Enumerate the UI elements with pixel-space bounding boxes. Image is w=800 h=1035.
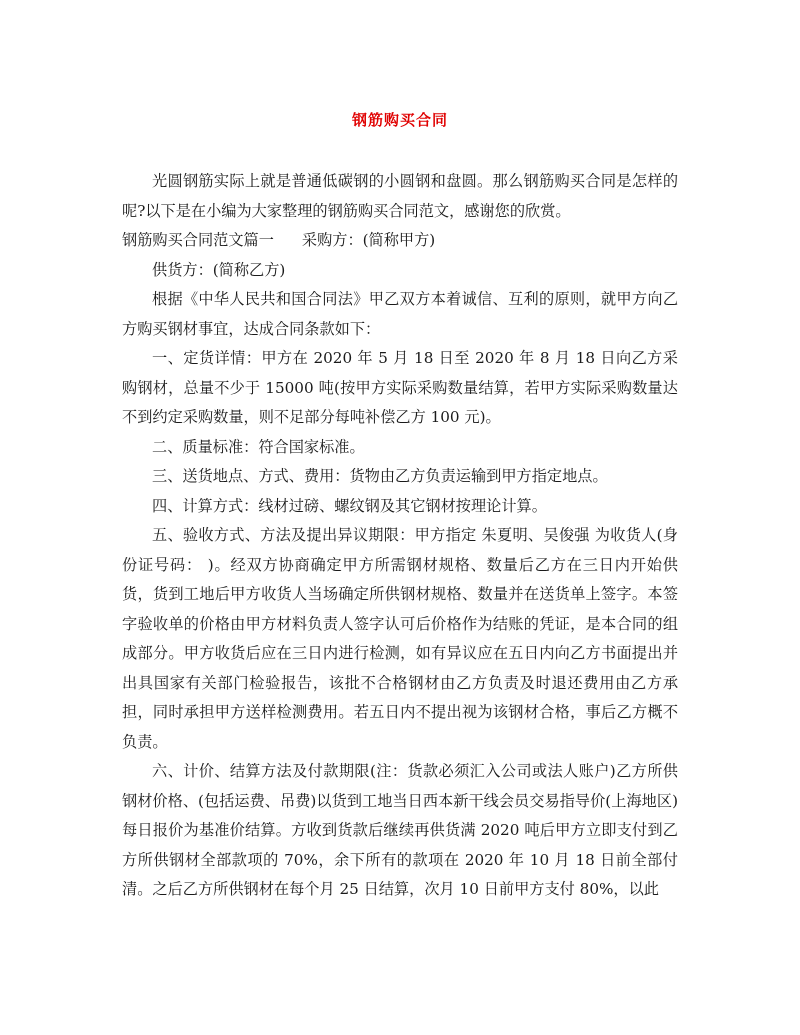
paragraph-heading-line (122, 226, 678, 256)
paragraph-clause-1: 一、定货详情：甲方在 2020 年 5 月 18 日至 2020 年 8 月 18 日向乙方采购钢材，总量不少于 15000 吨(按甲方实际采购数量结算，若甲方实际采购数量达不到约定采购数量，则不足部分每吨补偿乙方 100 元)。 (122, 349, 678, 426)
paragraph-supplier: 供货方：(简称乙方) (152, 260, 286, 279)
paragraph-intro: 光圆钢筋实际上就是普通低碳钢的小圆钢和盘圆。那么钢筋购买合同是怎样的呢?以下是在小编为大家整理的钢筋购买合同范文，感谢您的欣赏。 (122, 172, 678, 220)
paragraph-clause-6: 六、计价、结算方法及付款期限(注：货款必须汇入公司或法人账户)乙方所供钢材价格、(包括运费、吊费)以货到工地当日西本新干线会员交易指导价(上海地区)每日报价为基准价结算。方收到货款后继续再供货满 2020 吨后甲方立即支付到乙方所供钢材全部款项的 70%，余下所有的款项在 2020 年 10 月 18 日前全部付清。之后乙方所供钢材在每个月 25 日结算，次月 10 日前甲方支付 80%，以此 (122, 762, 678, 898)
paragraph-basis: 根据《中华人民共和国合同法》甲乙双方本着诚信、互利的原则，就甲方向乙方购买钢材事宜，达成合同条款如下： (122, 290, 678, 338)
paragraph-clause-4: 四、计算方式：线材过磅、螺纹钢及其它钢材按理论计算。 (152, 496, 547, 515)
document-title: 钢筋购买合同 (351, 111, 448, 129)
paragraph-clause-2: 二、质量标准：符合国家标准。 (152, 437, 365, 456)
buyer-label: 采购方：(简称甲方) (301, 231, 436, 249)
sample-heading: 钢筋购买合同范文篇一 (122, 231, 274, 249)
paragraph-clause-3: 三、送货地点、方式、费用：货物由乙方负责运输到甲方指定地点。 (152, 467, 608, 485)
document-body (122, 167, 678, 905)
paragraph-clause-5: 五、验收方式、方法及提出异议期限：甲方指定 朱夏明、吴俊强 为收货人(身份证号码： )。经双方协商确定甲方所需钢材规格、数量后乙方在三日内开始供货，货到工地后甲方收货人当场确定所供钢材规格、数量并在送货单上签字。本签字验收单的价格由甲方材料负责人签字认可后价格作为结账的凭证，是本合同的组成部分。甲方收货后应在三日内进行检测，如有异议应在五日内向乙方书面提出并出具国家有关部门检验报告，该批不合格钢材由乙方负责及时退还费用由乙方承担，同时承担甲方送样检测费用。若五日内不提出视为该钢材合格，事后乙方概不负责。 (122, 526, 678, 751)
